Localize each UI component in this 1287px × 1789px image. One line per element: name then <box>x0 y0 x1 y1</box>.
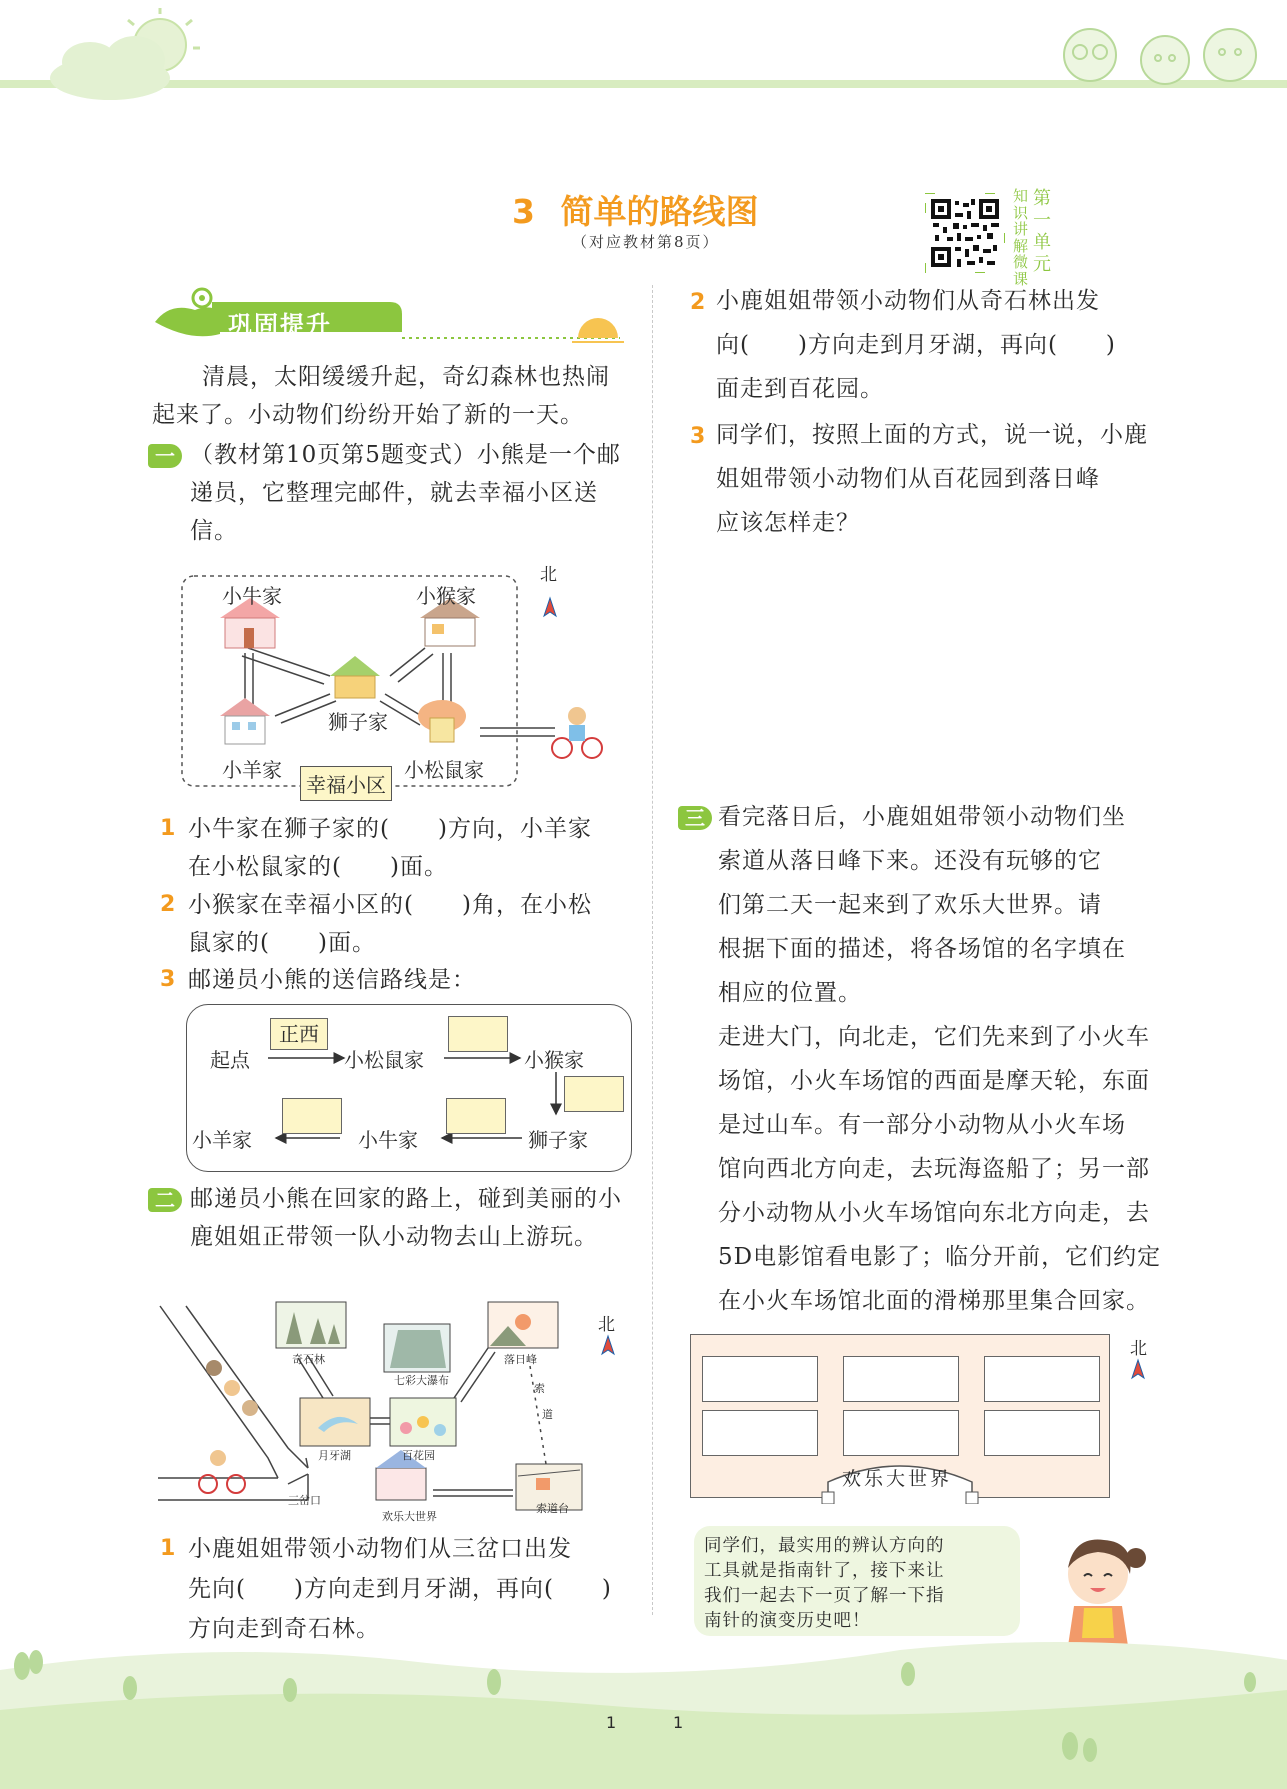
qr-label-2: 第一单元 <box>1033 188 1051 275</box>
p1-q3-text: 邮递员小熊的送信路线是： <box>188 967 476 993</box>
p2-q2-number: 2 <box>690 290 706 315</box>
map2-label-cable-1: 索 <box>534 1382 545 1395</box>
animals-group-icon <box>199 1360 258 1493</box>
p3-desc-line7: 在小火车场馆北面的滑梯那里集合回家。 <box>718 1288 1150 1314</box>
park-slot-ne[interactable] <box>984 1356 1100 1402</box>
p2-q1-line2: 先向( )方向走到月牙湖，再向( ) <box>188 1576 612 1602</box>
route-stop-lion: 狮子家 <box>528 1128 588 1152</box>
whale-icon <box>155 289 220 336</box>
tip-line1: 同学们，最实用的辨认方向的 <box>704 1536 945 1556</box>
p1-q1-line1: 小牛家在狮子家的( )方向，小羊家 <box>188 816 592 842</box>
route-stop-sheep: 小羊家 <box>192 1128 252 1152</box>
park-slot-w[interactable] <box>702 1410 818 1456</box>
map1-label-lion: 狮子家 <box>328 710 388 734</box>
route-start: 起点 <box>210 1048 250 1072</box>
p2-q1-number: 1 <box>160 1536 176 1561</box>
map1-label-squirrel: 小松鼠家 <box>404 758 484 782</box>
map1-label-cow: 小牛家 <box>222 584 282 608</box>
north-arrow-icon <box>1128 1358 1148 1382</box>
stone-forest-icon <box>276 1302 346 1348</box>
tip-line3: 我们一起去下一页了解一下指 <box>704 1586 945 1606</box>
flower-garden-icon <box>390 1398 456 1446</box>
map2-label-lake: 月牙湖 <box>318 1449 351 1462</box>
map1-area-label: 幸福小区 <box>300 766 392 801</box>
p1-q2-line2: 鼠家的( )面。 <box>188 930 376 956</box>
house-lion-icon <box>330 656 380 698</box>
part2-text: 邮递员小熊在回家的路上，碰到美丽的小鹿姐姐正带领一队小动物去山上游玩。 <box>190 1186 622 1250</box>
map1-label-sheep: 小羊家 <box>222 758 282 782</box>
p2-q1-line1: 小鹿姐姐带领小动物们从三岔口出发 <box>188 1536 572 1562</box>
p3-text-line5: 相应的位置。 <box>718 980 862 1006</box>
park-slot-e[interactable] <box>984 1410 1100 1456</box>
tip-line4: 南针的演变历史吧！ <box>704 1611 871 1631</box>
column-divider <box>652 285 653 1615</box>
park-slot-n[interactable] <box>843 1356 959 1402</box>
park-north-label: 北 <box>1130 1339 1147 1359</box>
p1-q3-number: 3 <box>160 967 176 992</box>
qr-code[interactable] <box>925 193 1005 273</box>
p3-desc-line2: 场馆，小火车场馆的西面是摩天轮，东面 <box>718 1068 1150 1094</box>
part3-tag: 三 <box>678 806 712 830</box>
tip-line2: 工具就是指南针了，接下来让 <box>704 1561 945 1581</box>
route-stop-cow: 小牛家 <box>358 1128 418 1152</box>
p2-q1-line3: 方向走到奇石林。 <box>188 1616 380 1642</box>
map1-label-monkey: 小猴家 <box>416 584 476 608</box>
p2-q3-line2: 姐姐带领小动物们从百花园到落日峰 <box>716 466 1100 492</box>
p3-desc-line1: 走进大门，向北走，它们先来到了小火车 <box>718 1024 1150 1050</box>
part1-tag: 一 <box>148 444 182 468</box>
route-answer-box-2[interactable] <box>448 1016 508 1052</box>
part1-text: （教材第10页第5题变式）小熊是一个邮递员，它整理完邮件，就去幸福小区送信。 <box>190 442 621 544</box>
p3-text-line3: 们第二天一起来到了欢乐大世界。请 <box>718 892 1102 918</box>
p3-text-line1: 看完落日后，小鹿姐姐带领小动物们坐 <box>718 804 1126 830</box>
map2-label-sunset-peak: 落日峰 <box>504 1353 537 1366</box>
animal-faces-icon <box>1064 29 1256 84</box>
p3-text-line4: 根据下面的描述，将各场馆的名字填在 <box>718 936 1126 962</box>
page-number-right: 1 <box>673 1713 684 1732</box>
map1-north-label: 北 <box>540 565 557 585</box>
map2-label-garden: 百花园 <box>402 1449 435 1462</box>
p3-desc-line6: 5D电影馆看电影了；临分开前，它们约定 <box>718 1244 1162 1270</box>
route-stop-monkey: 小猴家 <box>524 1048 584 1072</box>
section-banner <box>150 282 630 346</box>
map2-north-label: 北 <box>598 1315 615 1335</box>
part2-tag: 二 <box>148 1188 182 1212</box>
north-arrow-icon <box>602 1336 614 1354</box>
crescent-lake-icon <box>300 1398 370 1446</box>
p1-q2-line1: 小猴家在幸福小区的( )角，在小松 <box>188 892 592 918</box>
title-text: 简单的路线图 <box>560 192 759 231</box>
park-slot-nw[interactable] <box>702 1356 818 1402</box>
p3-desc-line4: 馆向西北方向走，去玩海盗船了；另一部 <box>718 1156 1150 1182</box>
park-gate-label: 欢乐大世界 <box>842 1468 953 1490</box>
p3-text-line2: 索道从落日峰下来。还没有玩够的它 <box>718 848 1102 874</box>
waterfall-icon <box>384 1324 450 1372</box>
section-label: 巩固提升 <box>228 311 332 339</box>
sunset-peak-icon <box>488 1302 558 1348</box>
title-number: 3 <box>512 192 535 231</box>
map2-label-waterfall: 七彩大瀑布 <box>394 1374 449 1387</box>
p2-q3-line1: 同学们，按照上面的方式，说一说，小鹿 <box>716 422 1148 448</box>
p2-q2-line3: 面走到百花园。 <box>716 376 884 402</box>
mountain-map <box>158 1298 628 1522</box>
page-subtitle: （对应教材第8页） <box>572 233 720 251</box>
header-decoration <box>0 0 1287 110</box>
p1-q1-number: 1 <box>160 816 176 841</box>
map2-label-cableway: 索道台 <box>536 1502 569 1515</box>
page-title <box>512 186 758 233</box>
intro-paragraph: 清晨，太阳缓缓升起，奇幻森林也热闹起来了。小动物们纷纷开始了新的一天。 <box>152 364 610 428</box>
route-answer-box-1: 正西 <box>270 1018 328 1050</box>
p2-q3-line3: 应该怎样走？ <box>716 510 860 536</box>
page-number-left: 1 <box>606 1713 617 1732</box>
map2-label-stone-forest: 奇石林 <box>292 1353 325 1366</box>
qr-label-1: 知识讲解微课 <box>1013 187 1029 288</box>
p2-q3-number: 3 <box>690 424 706 449</box>
map2-label-park: 欢乐大世界 <box>382 1510 437 1523</box>
p2-q2-line1: 小鹿姐姐带领小动物们从奇石林出发 <box>716 288 1100 314</box>
bear-on-bike-icon <box>552 707 602 758</box>
p2-q2-line2: 向( )方向走到月牙湖，再向( ) <box>716 332 1116 358</box>
route-answer-box-3[interactable] <box>564 1076 624 1112</box>
p1-q1-line2: 在小松鼠家的( )面。 <box>188 854 448 880</box>
p1-q2-number: 2 <box>160 892 176 917</box>
park-slot-center[interactable] <box>843 1410 959 1456</box>
map2-label-cable-2: 道 <box>542 1408 553 1421</box>
route-answer-box-4[interactable] <box>446 1098 506 1134</box>
route-stop-squirrel: 小松鼠家 <box>344 1048 424 1072</box>
footer-landscape <box>0 1630 1287 1789</box>
p3-desc-line3: 是过山车。有一部分小动物从小火车场 <box>718 1112 1126 1138</box>
route-answer-box-5[interactable] <box>282 1098 342 1134</box>
map2-label-junction: 三岔口 <box>288 1494 321 1507</box>
north-arrow-icon <box>544 598 556 616</box>
house-sheep-icon <box>220 698 270 744</box>
house-squirrel-icon <box>418 700 466 742</box>
p3-desc-line5: 分小动物从小火车场馆向东北方向走，去 <box>718 1200 1150 1226</box>
cloud-icon <box>50 36 170 100</box>
